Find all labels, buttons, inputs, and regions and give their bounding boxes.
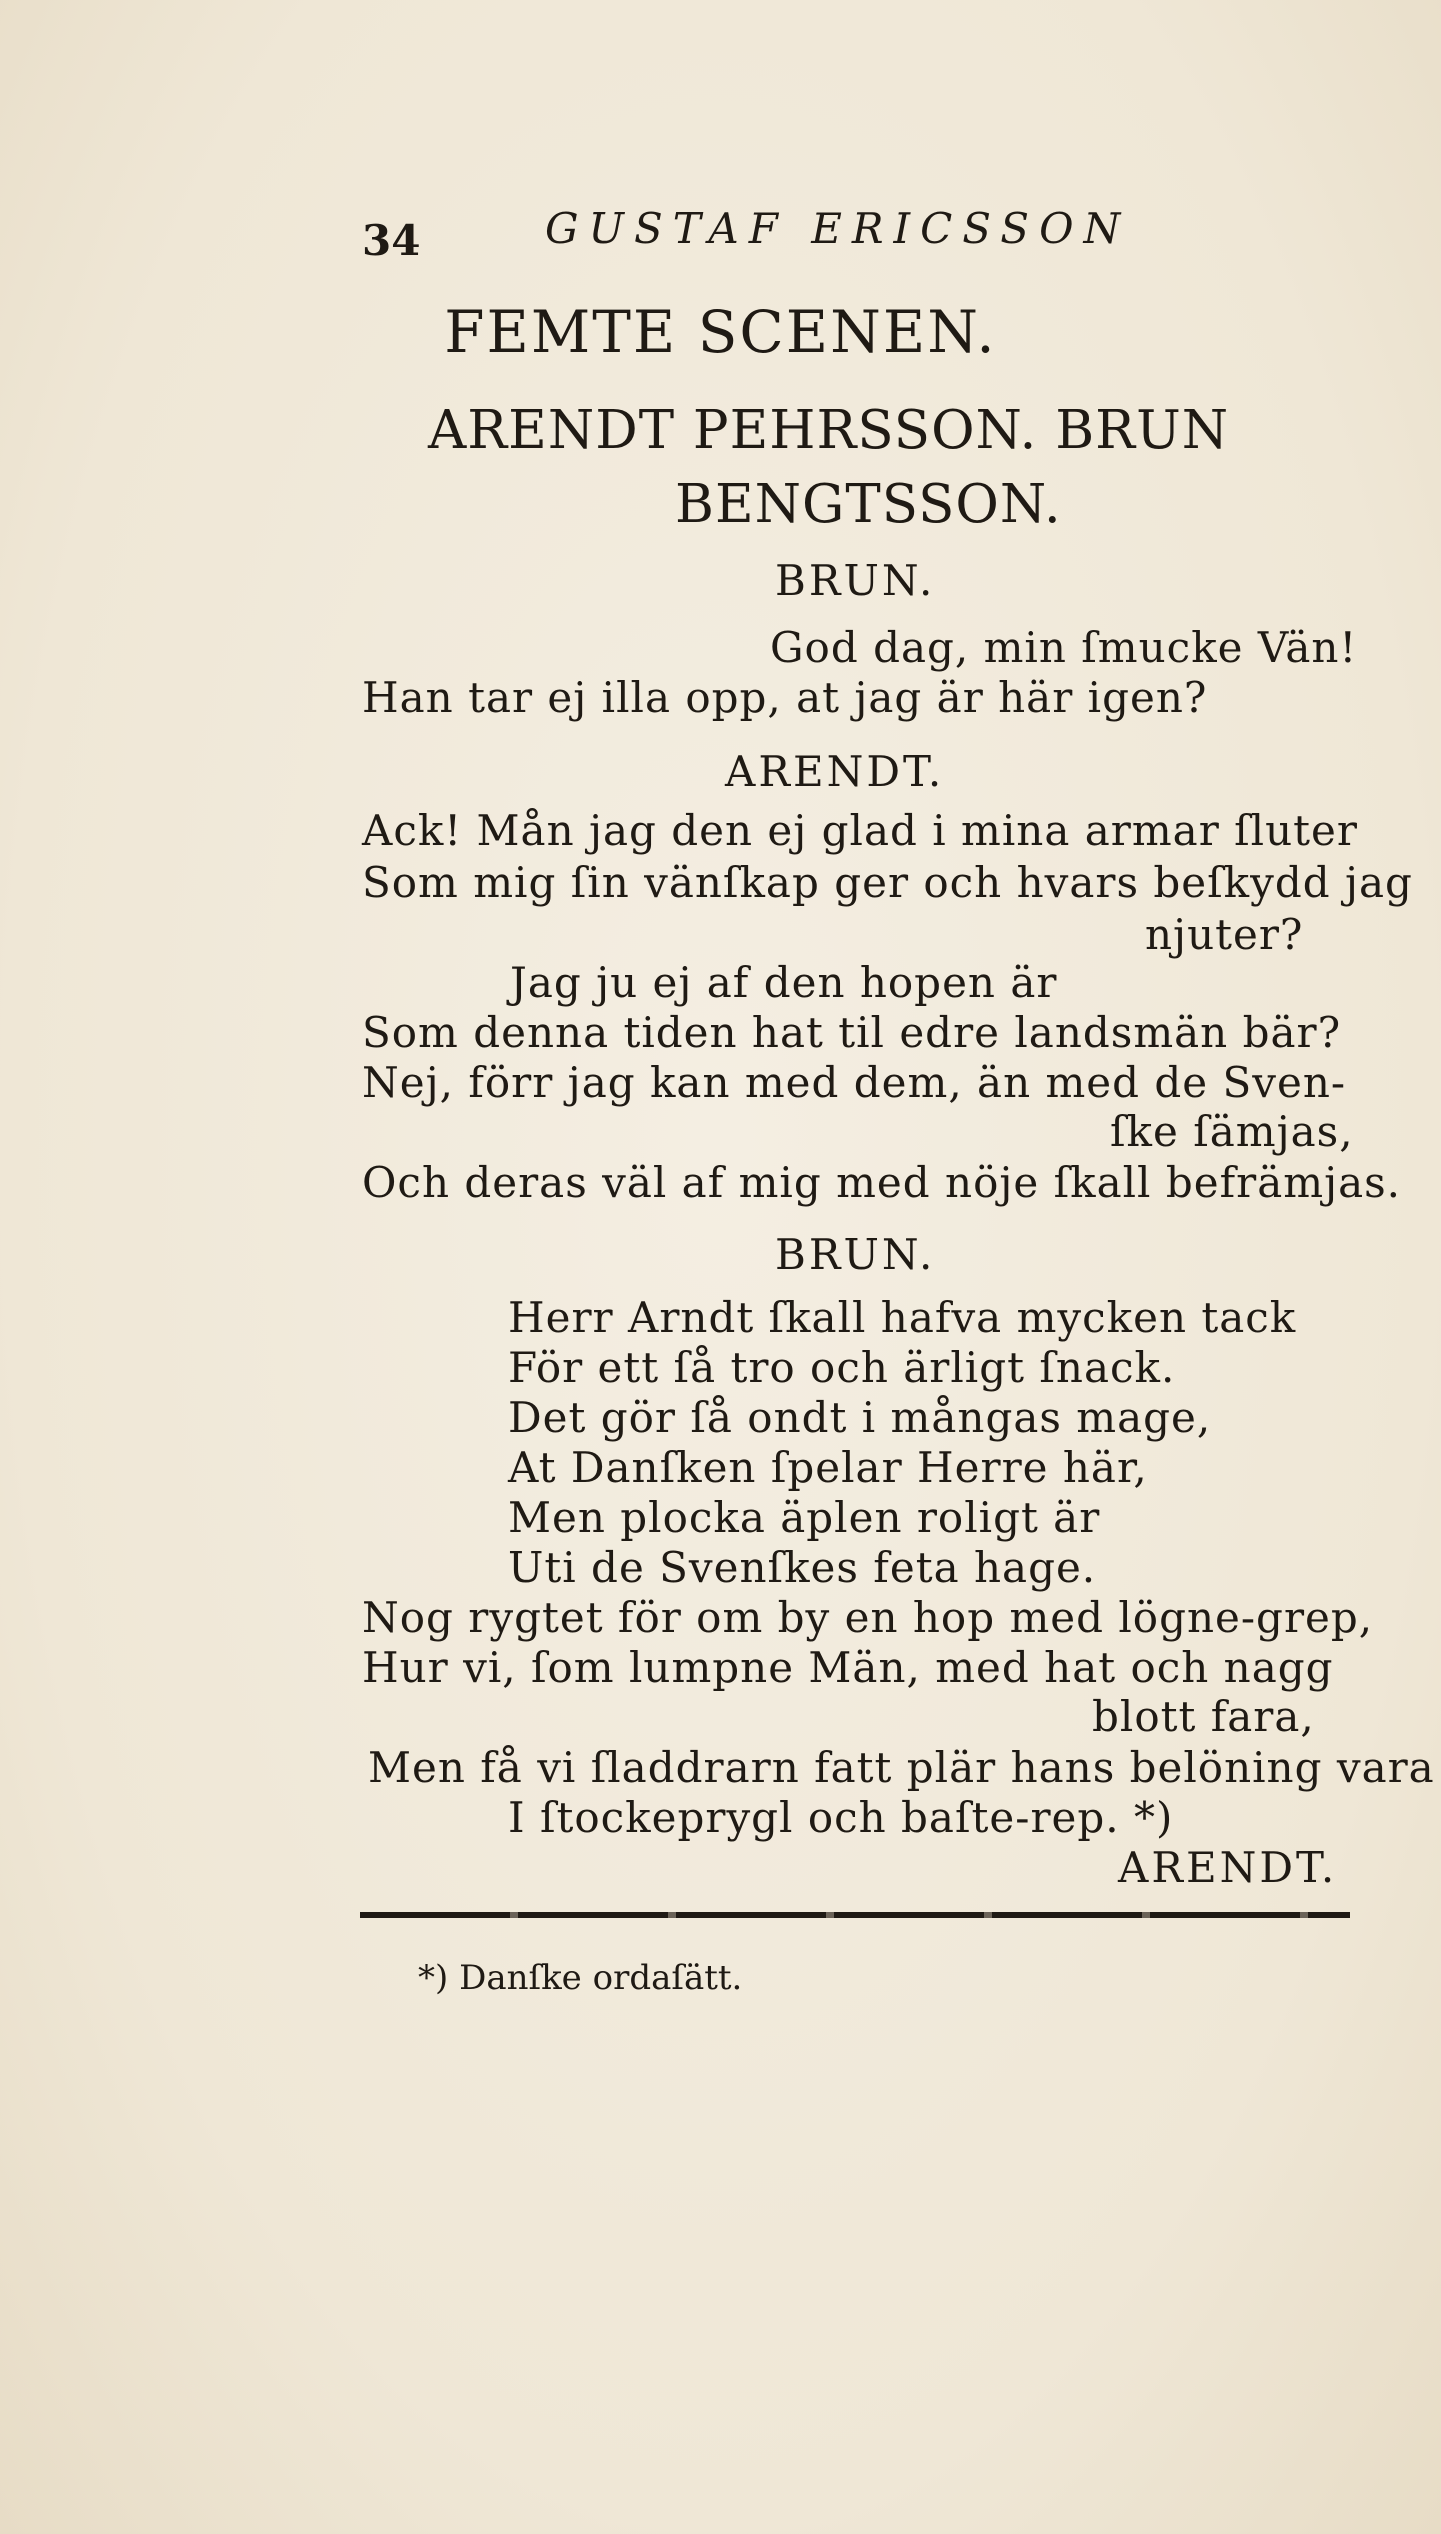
verse-line-turnover: ſke ſämjas, xyxy=(1110,1107,1354,1156)
characters-line-1: ARENDT PEHRSSON. BRUN xyxy=(428,400,1230,461)
catchword: ARENDT. xyxy=(1118,1843,1338,1892)
verse-line: Han tar ej illa opp, at jag är här igen? xyxy=(362,673,1208,722)
verse-line-turnover: blott fara, xyxy=(1092,1692,1315,1741)
verse-line: Och deras väl af mig med nöje ſkall befrämjas. xyxy=(362,1158,1402,1207)
verse-line-turnover: njuter? xyxy=(1145,910,1304,959)
verse-line: Jag ju ej af den hopen är xyxy=(510,958,1058,1007)
verse-line: Det gör ſå ondt i mångas mage, xyxy=(508,1393,1212,1442)
verse-line: Nog rygtet för om by en hop med lögne-grep, xyxy=(362,1593,1374,1642)
verse-line: Ack! Mån jag den ej glad i mina armar ſluter xyxy=(362,806,1358,855)
verse-line: Hur vi, ſom lumpne Män, med hat och nagg xyxy=(362,1643,1334,1692)
speaker-arendt-1: ARENDT. xyxy=(725,747,945,796)
speaker-brun-1: BRUN. xyxy=(775,556,936,605)
speaker-brun-2: BRUN. xyxy=(775,1230,936,1279)
verse-line: Som denna tiden hat til edre landsmän bär? xyxy=(362,1008,1342,1057)
verse-line: Men få vi ſladdrarn fatt plär hans belöning vara xyxy=(368,1743,1435,1792)
running-head: GUSTAF ERICSSON xyxy=(545,204,1131,253)
page-number: 34 xyxy=(362,216,421,265)
verse-line: Men plocka äplen roligt är xyxy=(508,1493,1101,1542)
verse-line: At Danſken ſpelar Herre här, xyxy=(508,1443,1148,1492)
footnote: *) Danſke ordaſätt. xyxy=(418,1958,743,1998)
verse-line: För ett ſå tro och ärligt ſnack. xyxy=(508,1343,1176,1392)
verse-line: Uti de Svenſkes feta hage. xyxy=(508,1543,1097,1592)
verse-line: Herr Arndt ſkall hafva mycken tack xyxy=(508,1293,1297,1342)
footnote-rule xyxy=(360,1912,1350,1918)
verse-line: Nej, förr jag kan med dem, än med de Sven- xyxy=(362,1058,1347,1107)
scene-title: FEMTE SCENEN. xyxy=(444,298,997,366)
verse-line: God dag, min ſmucke Vän! xyxy=(770,623,1358,672)
characters-line-2: BENGTSSON. xyxy=(675,474,1062,535)
verse-line: Som mig ſin vänſkap ger och hvars beſkydd jag xyxy=(362,858,1413,907)
verse-line: I ſtockeprygl och baſte-rep. *) xyxy=(508,1793,1174,1842)
